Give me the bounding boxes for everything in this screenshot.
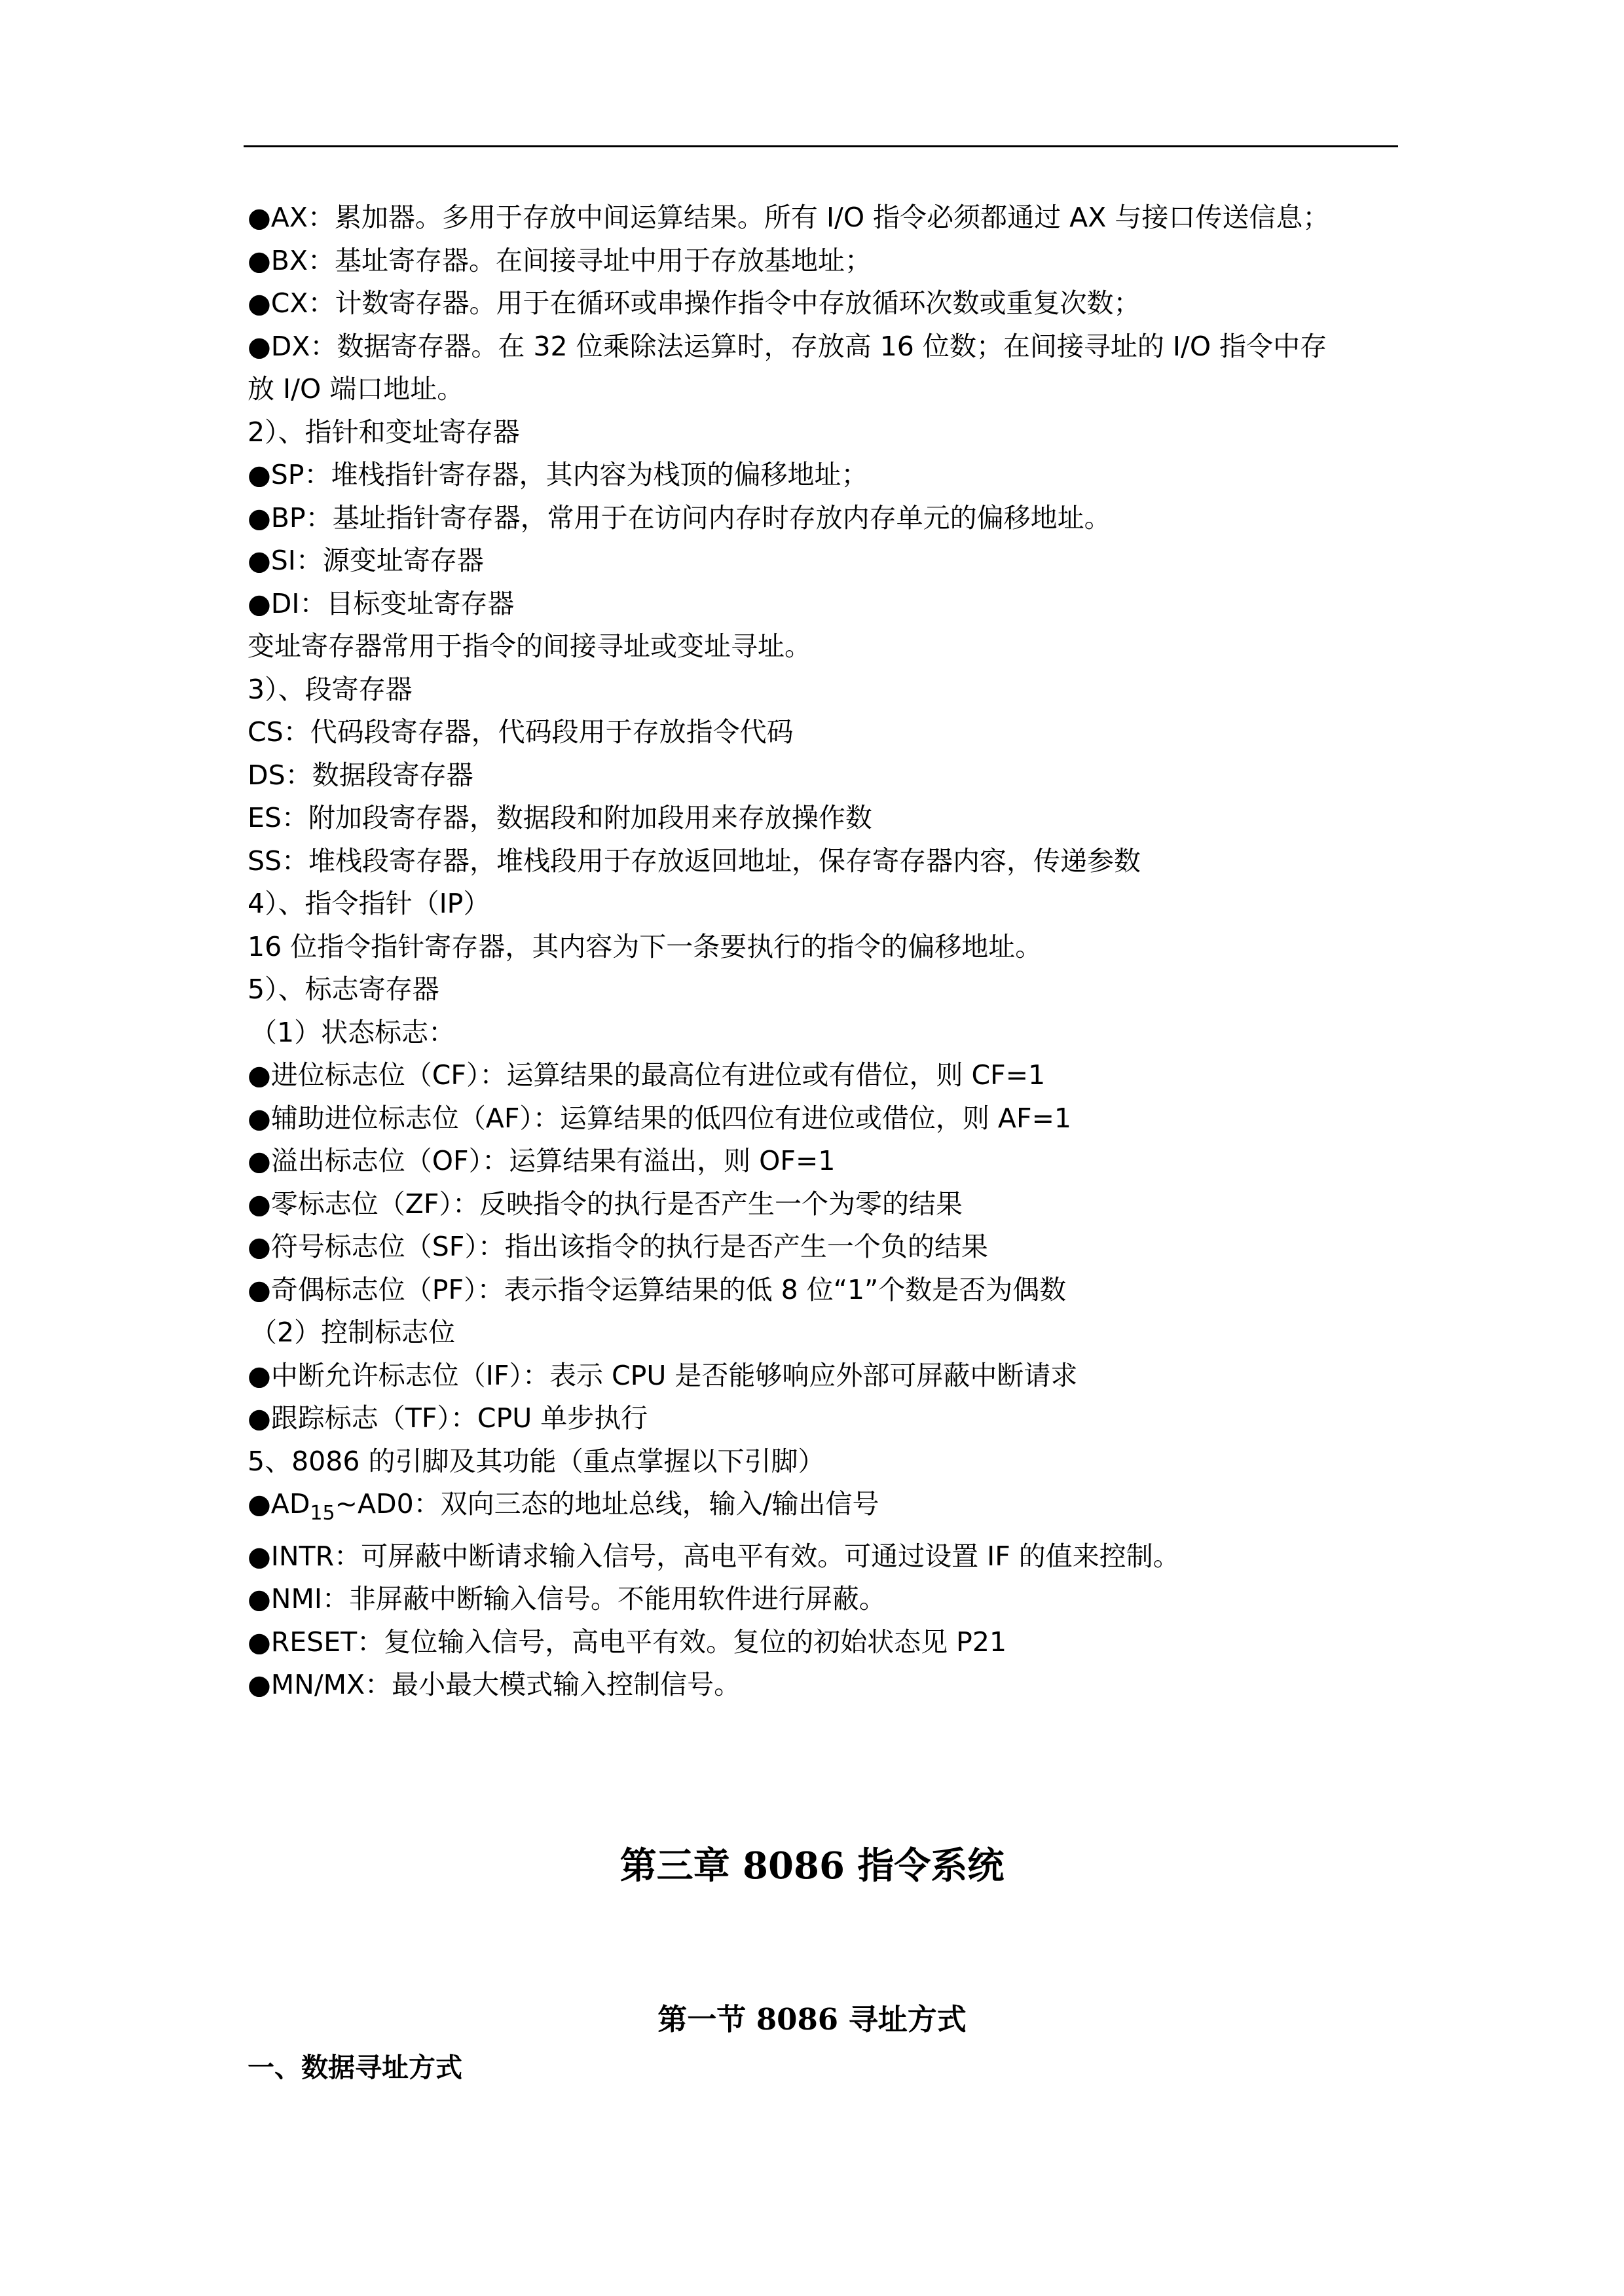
chapter-title: 第三章 8086 指令系统 <box>619 1844 1005 1887</box>
text-line: ●BX：基址寄存器。在间接寻址中用于存放基地址； <box>248 244 872 276</box>
text-line: （1）状态标志： <box>250 1016 456 1048</box>
subsection-title: 一、数据寻址方式 <box>248 2052 462 2083</box>
text-line: 放 I/O 端口地址。 <box>248 373 464 405</box>
text-line: 5）、标志寄存器 <box>248 974 439 1005</box>
text-line: ●SP：堆栈指针寄存器，其内容为栈顶的偏移地址； <box>248 459 868 490</box>
ad-pin-line <box>248 1483 1400 1535</box>
text-line: SS：堆栈段寄存器，堆栈段用于存放返回地址，保存寄存器内容，传递参数 <box>248 845 1141 877</box>
text-line: ●SI：源变址寄存器 <box>248 545 484 576</box>
text-line: ●CX：计数寄存器。用于在循环或串操作指令中存放循环次数或重复次数； <box>248 287 1141 319</box>
text-line: 2）、指针和变址寄存器 <box>248 416 520 448</box>
pin-line: ●INTR：可屏蔽中断请求输入信号，高电平有效。可通过设置 IF 的值来控制。 <box>248 1540 1180 1572</box>
ad-suffix: ~AD0：双向三态的地址总线，输入/输出信号 <box>335 1488 879 1520</box>
text-line: ●BP：基址指针寄存器，常用于在访问内存时存放内存单元的偏移地址。 <box>248 501 1111 534</box>
section-title: 第一节 8086 寻址方式 <box>657 2002 967 2037</box>
text-line: 5、8086 的引脚及其功能（重点掌握以下引脚） <box>248 1445 825 1477</box>
text-line: ●DI：目标变址寄存器 <box>248 587 515 619</box>
ad-subscript: 15 <box>310 1502 335 1525</box>
text-line: 4）、指令指针（IP） <box>248 888 490 919</box>
text-line: CS：代码段寄存器，代码段用于存放指令代码 <box>248 716 794 748</box>
ad-prefix: ●AD <box>248 1488 310 1520</box>
text-line: ●AX：累加器。多用于存放中间运算结果。所有 I/O 指令必须都通过 AX 与接口传送信息； <box>248 202 1330 233</box>
text-line: ●奇偶标志位（PF）：表示指令运算结果的低 8 位“1”个数是否为偶数 <box>248 1273 1067 1305</box>
text-line: ●辅助进位标志位（AF）：运算结果的低四位有进位或借位，则 AF=1 <box>248 1102 1072 1134</box>
text-line: （2）控制标志位 <box>250 1317 456 1348</box>
pin-line: ●MN/MX：最小最大模式输入控制信号。 <box>248 1669 741 1700</box>
text-line: ●零标志位（ZF）：反映指令的执行是否产生一个为零的结果 <box>248 1188 963 1220</box>
pin-line: ●RESET：复位输入信号，高电平有效。复位的初始状态见 P21 <box>248 1626 1007 1658</box>
text-line: ●符号标志位（SF）：指出该指令的执行是否产生一个负的结果 <box>248 1231 988 1262</box>
text-line: 3）、段寄存器 <box>248 673 413 705</box>
text-line: 变址寄存器常用于指令的间接寻址或变址寻址。 <box>248 630 811 662</box>
text-line: ES：附加段寄存器，数据段和附加段用来存放操作数 <box>248 802 872 833</box>
pin-line: ●NMI：非屏蔽中断输入信号。不能用软件进行屏蔽。 <box>248 1583 886 1614</box>
text-line: 16 位指令指针寄存器，其内容为下一条要执行的指令的偏移地址。 <box>248 930 1043 962</box>
text-line: ●中断允许标志位（IF）：表示 CPU 是否能够响应外部可屏蔽中断请求 <box>248 1359 1078 1391</box>
body-text <box>248 196 1400 1707</box>
text-line: DS：数据段寄存器 <box>248 759 473 791</box>
text-line: ●跟踪标志（TF）：CPU 单步执行 <box>248 1402 648 1434</box>
header-rule <box>244 145 1398 147</box>
text-line: ●DX：数据寄存器。在 32 位乘除法运算时，存放高 16 位数；在间接寻址的 I/O 指令中存 <box>248 330 1327 362</box>
text-line: ●溢出标志位（OF）：运算结果有溢出，则 OF=1 <box>248 1145 836 1176</box>
text-line: ●进位标志位（CF）：运算结果的最高位有进位或有借位，则 CF=1 <box>248 1059 1046 1091</box>
